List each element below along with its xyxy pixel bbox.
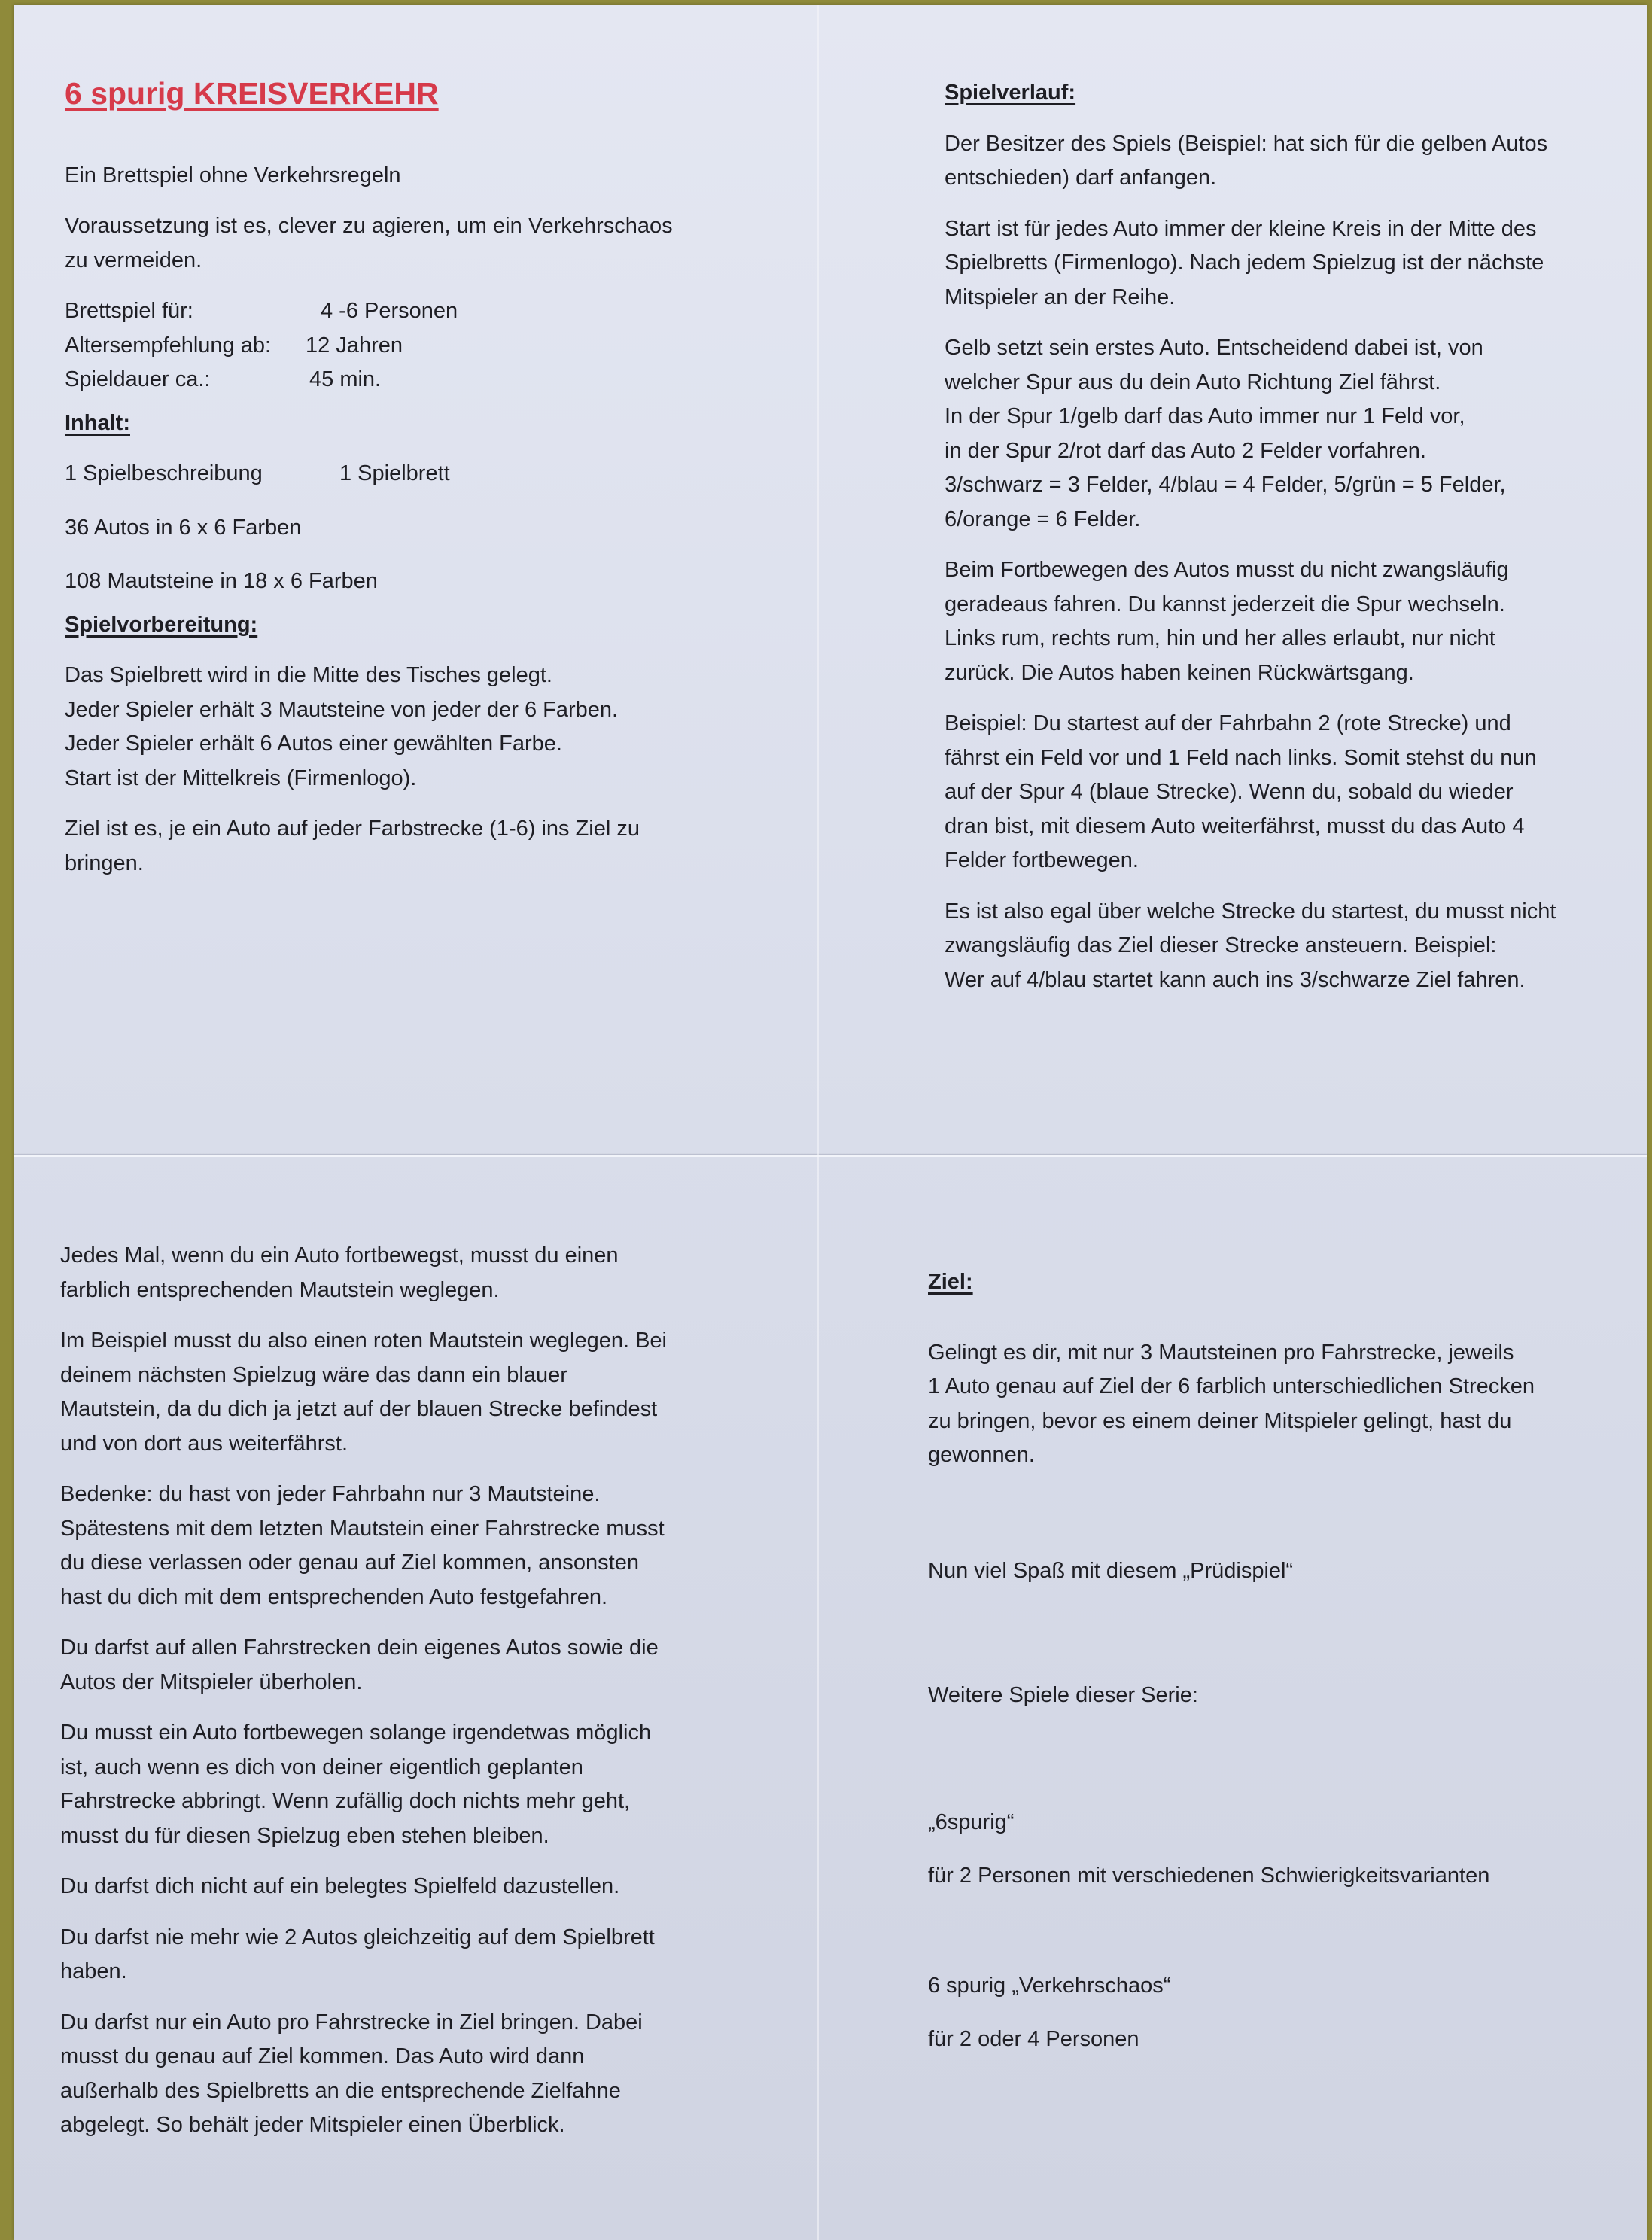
paragraph-line: Der Besitzer des Spiels (Beispiel: hat sich für die gelben Autos xyxy=(945,131,1548,156)
goal-line: bringen. xyxy=(65,851,144,875)
fact-value: 4 -6 Personen xyxy=(321,299,458,323)
paragraph-line: In der Spur 1/gelb darf das Auto immer nur 1 Feld vor, xyxy=(945,404,1465,428)
contents-row xyxy=(65,457,787,492)
preparation-line: Jeder Spieler erhält 6 Autos einer gewählten Farbe. xyxy=(65,732,562,756)
paragraph-line: ist, auch wenn es dich von deiner eigentlich geplanten xyxy=(60,1755,583,1779)
contents-item: 1 Spielbrett xyxy=(339,461,450,485)
gameplay-section xyxy=(945,76,1637,997)
paragraph-line: 3/schwarz = 3 Felder, 4/blau = 4 Felder, 5/grün = 5 Felder, xyxy=(945,473,1506,497)
paragraph-line: Jedes Mal, wenn du ein Auto fortbewegst, musst du einen xyxy=(60,1243,619,1268)
contents-item: 1 Spielbeschreibung xyxy=(65,461,263,485)
contents-item: 108 Mautsteine in 18 x 6 Farben xyxy=(65,569,378,593)
paragraph-line: Fahrstrecke abbringt. Wenn zufällig doch nichts mehr geht, xyxy=(60,1789,631,1813)
description-line: zu vermeiden. xyxy=(65,248,202,272)
paragraph-line: Du darfst nur ein Auto pro Fahrstrecke in Ziel bringen. Dabei xyxy=(60,2010,643,2035)
paragraph-line: du diese verlassen oder genau auf Ziel kommen, ansonsten xyxy=(60,1551,639,1575)
fact-value: 45 min. xyxy=(309,367,382,391)
paragraph-line: auf der Spur 4 (blaue Strecke). Wenn du, sobald du wieder xyxy=(945,780,1514,804)
fact-label: Brettspiel für: xyxy=(65,299,193,323)
rule-paragraph xyxy=(60,1631,783,1700)
preparation-line: Das Spielbrett wird in die Mitte des Tisches gelegt. xyxy=(65,663,552,687)
paragraph-line: 6/orange = 6 Felder. xyxy=(945,507,1141,531)
document-title: 6 spurig KREISVERKEHR xyxy=(65,76,439,111)
rules-section xyxy=(60,1239,783,2143)
paragraph-line: Wer auf 4/blau startet kann auch ins 3/schwarze Ziel fahren. xyxy=(945,967,1526,992)
paragraph-line: Gelb setzt sein erstes Auto. Entscheidend dabei ist, von xyxy=(945,336,1483,360)
goal-line: zu bringen, bevor es einem deiner Mitspieler gelingt, hast du xyxy=(928,1408,1512,1433)
fact-row xyxy=(65,363,787,397)
paragraph-line: Spielbretts (Firmenlogo). Nach jedem Spielzug ist der nächste xyxy=(945,251,1544,275)
paragraph-line: Es ist also egal über welche Strecke du startest, du musst nicht xyxy=(945,899,1556,924)
paragraph-line: und von dort aus weiterfährst. xyxy=(60,1431,348,1456)
gameplay-paragraph xyxy=(945,707,1637,878)
fact-row xyxy=(65,329,787,364)
fact-row xyxy=(65,294,787,329)
paragraph-line: haben. xyxy=(60,1959,127,1983)
paragraph-line: musst du genau auf Ziel kommen. Das Auto wird dann xyxy=(60,2044,585,2068)
paragraph-line: Im Beispiel musst du also einen roten Mautstein weglegen. Bei xyxy=(60,1328,667,1353)
preparation-heading: Spielvorbereitung: xyxy=(65,612,258,637)
paragraph-line: in der Spur 2/rot darf das Auto 2 Felder vorfahren. xyxy=(945,438,1426,463)
paragraph-line: zwangsläufig das Ziel dieser Strecke ansteuern. Beispiel: xyxy=(945,933,1497,957)
paragraph-line: welcher Spur aus du dein Auto Richtung Ziel fährst. xyxy=(945,370,1441,394)
gameplay-paragraph xyxy=(945,895,1637,998)
goal-line: gewonnen. xyxy=(928,1443,1035,1467)
paragraph-line: farblich entsprechenden Mautstein weglegen. xyxy=(60,1277,500,1302)
horizontal-fold-line xyxy=(14,1155,1647,1157)
gameplay-paragraph xyxy=(945,212,1637,315)
series-game-description: für 2 oder 4 Personen xyxy=(928,2027,1139,2051)
series-game-name: 6 spurig „Verkehrschaos“ xyxy=(928,1973,1171,1998)
paragraph-line: Du darfst nie mehr wie 2 Autos gleichzeitig auf dem Spielbrett xyxy=(60,1925,655,1949)
goal-line: Ziel ist es, je ein Auto auf jeder Farbstrecke (1-6) ins Ziel zu xyxy=(65,817,640,841)
gameplay-paragraph xyxy=(945,331,1637,537)
closing-text: Nun viel Spaß mit diesem „Prüdispiel“ xyxy=(928,1558,1294,1583)
paragraph-line: entschieden) darf anfangen. xyxy=(945,166,1217,190)
goal-section xyxy=(928,1265,1643,2057)
paragraph-line: Spätestens mit dem letzten Mautstein einer Fahrstrecke musst xyxy=(60,1516,665,1541)
gameplay-paragraph xyxy=(945,553,1637,690)
gameplay-heading: Spielverlauf: xyxy=(945,81,1076,105)
gameplay-paragraph xyxy=(945,127,1637,196)
vertical-fold-line xyxy=(817,5,819,2240)
intro-section xyxy=(65,72,787,881)
paragraph-line: Start ist für jedes Auto immer der kleine Kreis in der Mitte des xyxy=(945,216,1537,241)
paragraph-line: Beispiel: Du startest auf der Fahrbahn 2 (rote Strecke) und xyxy=(945,711,1511,735)
series-game-description: für 2 Personen mit verschiedenen Schwierigkeitsvarianten xyxy=(928,1864,1490,1888)
rule-paragraph xyxy=(60,1716,783,1853)
rule-paragraph xyxy=(60,2006,783,2143)
paragraph-line: deinem nächsten Spielzug wäre das dann ein blauer xyxy=(60,1362,567,1387)
paragraph-line: Du darfst auf allen Fahrstrecken dein eigenes Autos sowie die xyxy=(60,1636,659,1660)
paragraph-line: Links rum, rechts rum, hin und her alles erlaubt, nur nicht xyxy=(945,626,1495,650)
paragraph-line: musst du für diesen Spielzug eben stehen bleiben. xyxy=(60,1823,549,1848)
description-line: Voraussetzung ist es, clever zu agieren, um ein Verkehrschaos xyxy=(65,214,673,238)
paragraph-line: fährst ein Feld vor und 1 Feld nach links. Somit stehst du nun xyxy=(945,745,1537,770)
paragraph-line: hast du dich mit dem entsprechenden Auto festgefahren. xyxy=(60,1584,608,1609)
rule-paragraph xyxy=(60,1921,783,1989)
paragraph-line: abgelegt. So behält jeder Mitspieler einen Überblick. xyxy=(60,2113,565,2137)
goal-line: Gelingt es dir, mit nur 3 Mautsteinen pro Fahrstrecke, jeweils xyxy=(928,1340,1514,1365)
paragraph-line: zurück. Die Autos haben keinen Rückwärtsgang. xyxy=(945,660,1414,685)
paragraph-line: Bedenke: du hast von jeder Fahrbahn nur 3 Mautsteine. xyxy=(60,1482,601,1506)
fact-label: Spieldauer ca.: xyxy=(65,367,211,391)
paragraph-line: Beim Fortbewegen des Autos musst du nicht zwangsläufig xyxy=(945,558,1509,582)
rule-paragraph xyxy=(60,1478,783,1615)
goal-heading: Ziel: xyxy=(928,1270,973,1294)
paragraph-line: geradeaus fahren. Du kannst jederzeit die Spur wechseln. xyxy=(945,592,1505,616)
preparation-line: Jeder Spieler erhält 3 Mautsteine von jeder der 6 Farben. xyxy=(65,697,619,722)
series-heading: Weitere Spiele dieser Serie: xyxy=(928,1683,1198,1707)
paragraph-line: Mautstein, da du dich ja jetzt auf der blauen Strecke befindest xyxy=(60,1397,658,1421)
paragraph-line: Du darfst dich nicht auf ein belegtes Spielfeld dazustellen. xyxy=(60,1874,620,1898)
paragraph-line: außerhalb des Spielbretts an die entsprechende Zielfahne xyxy=(60,2078,621,2103)
paragraph-line: dran bist, mit diesem Auto weiterfährst, musst du das Auto 4 xyxy=(945,814,1525,838)
paragraph-line: Mitspieler an der Reihe. xyxy=(945,285,1176,309)
paragraph-line: Autos der Mitspieler überholen. xyxy=(60,1669,363,1694)
goal-line: 1 Auto genau auf Ziel der 6 farblich unterschiedlichen Strecken xyxy=(928,1374,1535,1398)
rule-paragraph xyxy=(60,1239,783,1307)
rule-paragraph xyxy=(60,1324,783,1461)
facts-table xyxy=(65,294,787,397)
fact-value: 12 Jahren xyxy=(306,333,403,358)
rule-sheet xyxy=(14,5,1647,2240)
paragraph-line: Felder fortbewegen. xyxy=(945,848,1139,872)
paragraph-line: Du musst ein Auto fortbewegen solange irgendetwas möglich xyxy=(60,1721,652,1745)
preparation-line: Start ist der Mittelkreis (Firmenlogo). xyxy=(65,765,417,790)
contents-heading: Inhalt: xyxy=(65,410,130,435)
series-game-name: „6spurig“ xyxy=(928,1809,1015,1834)
rule-paragraph xyxy=(60,1870,783,1904)
fact-label: Altersempfehlung ab: xyxy=(65,333,272,358)
contents-item: 36 Autos in 6 x 6 Farben xyxy=(65,515,302,540)
subtitle: Ein Brettspiel ohne Verkehrsregeln xyxy=(65,163,401,187)
